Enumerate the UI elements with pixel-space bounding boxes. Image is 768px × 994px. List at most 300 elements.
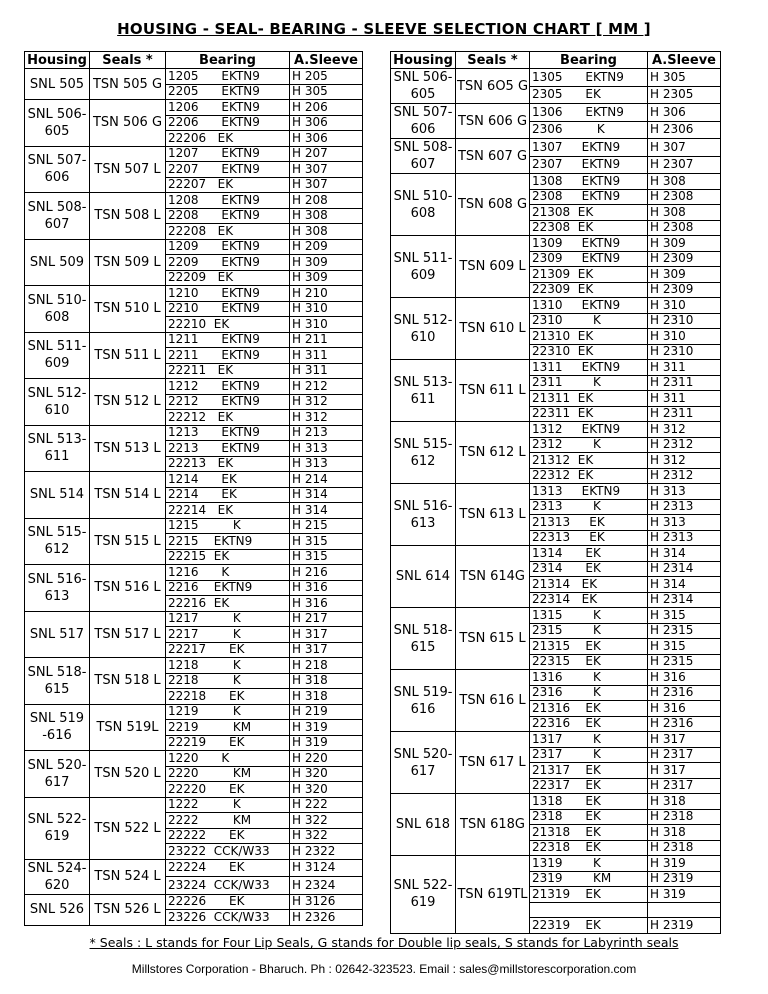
seal-cell: TSN 619TL: [456, 856, 530, 934]
sleeve-cell: H 308: [290, 224, 363, 240]
bearing-cell: 22209 EK: [166, 270, 290, 286]
bearing-cell: 1317 K: [530, 732, 648, 748]
bearing-cell: 2218 K: [166, 673, 290, 689]
table-row: [25, 239, 363, 255]
sleeve-cell: H 320: [290, 766, 363, 782]
bearing-cell: 22313 EK: [530, 530, 648, 546]
bearing-cell: 2214 EK: [166, 487, 290, 503]
sleeve-cell: H 215: [290, 518, 363, 534]
seal-cell: TSN 515 L: [90, 518, 166, 565]
seal-cell: TSN 608 G: [456, 174, 530, 236]
housing-cell: SNL 510-608: [391, 174, 456, 236]
sleeve-cell: H 3126: [290, 894, 363, 910]
housing-cell: SNL 514: [25, 472, 90, 519]
housing-cell: SNL 516-613: [391, 484, 456, 546]
bearing-cell: 1219 K: [166, 704, 290, 720]
bearing-cell: 1213 EKTN9: [166, 425, 290, 441]
housing-cell: SNL 511-609: [25, 332, 90, 379]
bearing-cell: 2319 KM: [530, 871, 648, 887]
seal-cell: TSN 517 L: [90, 611, 166, 658]
table-row: [391, 732, 721, 748]
bearing-cell: 2209 EKTN9: [166, 255, 290, 271]
housing-cell: SNL 519 -616: [25, 704, 90, 751]
housing-cell: SNL 507-606: [391, 104, 456, 139]
sleeve-cell: H 314: [290, 487, 363, 503]
housing-cell: SNL 505: [25, 69, 90, 100]
seal-cell: TSN 610 L: [456, 298, 530, 360]
table-row: [391, 360, 721, 376]
header-row: [391, 52, 721, 69]
bearing-cell: 2312 K: [530, 437, 648, 453]
sleeve-cell: H 315: [290, 549, 363, 565]
table-row: [25, 425, 363, 441]
header-seals: Seals *: [456, 52, 530, 69]
sleeve-cell: H 317: [648, 763, 721, 779]
sleeve-cell: H 311: [648, 360, 721, 376]
sleeve-cell: H 216: [290, 565, 363, 581]
sleeve-cell: H 219: [290, 704, 363, 720]
bearing-cell: 1211 EKTN9: [166, 332, 290, 348]
header-seals: Seals *: [90, 52, 166, 69]
table-row: [391, 546, 721, 562]
sleeve-cell: H 311: [290, 348, 363, 364]
table-row: [391, 104, 721, 122]
bearing-cell: 22219 EK: [166, 735, 290, 751]
bearing-cell: 2216 EKTN9: [166, 580, 290, 596]
bearing-cell: 22319 EK: [530, 918, 648, 934]
sleeve-cell: H 312: [290, 394, 363, 410]
bearing-cell: 1319 K: [530, 856, 648, 872]
sleeve-cell: H 313: [290, 441, 363, 457]
table-row: [25, 704, 363, 720]
bearing-cell: 1212 EKTN9: [166, 379, 290, 395]
sleeve-cell: H 2326: [290, 910, 363, 926]
sleeve-cell: [648, 902, 721, 918]
sleeve-cell: H 205: [290, 69, 363, 85]
bearing-cell: 1314 EK: [530, 546, 648, 562]
seal-cell: TSN 607 G: [456, 139, 530, 174]
bearing-cell: 2210 EKTN9: [166, 301, 290, 317]
sleeve-cell: H 2317: [648, 747, 721, 763]
bearing-cell: 21316 EK: [530, 701, 648, 717]
table-row: [25, 658, 363, 674]
bearing-cell: 22310 EK: [530, 344, 648, 360]
bearing-cell: 22315 EK: [530, 654, 648, 670]
bearing-cell: 23222 CCK/W33: [166, 844, 290, 860]
bearing-cell: 22211 EK: [166, 363, 290, 379]
bearing-cell: 22206 EK: [166, 131, 290, 147]
bearing-cell: 1315 K: [530, 608, 648, 624]
sleeve-cell: H 310: [290, 317, 363, 333]
sleeve-cell: H 2305: [648, 86, 721, 104]
sleeve-cell: H 2322: [290, 844, 363, 860]
bearing-cell: 22314 EK: [530, 592, 648, 608]
bearing-cell: 22224 EK: [166, 859, 290, 877]
housing-cell: SNL 508-607: [391, 139, 456, 174]
table-row: [391, 139, 721, 157]
bearing-cell: 21317 EK: [530, 763, 648, 779]
sleeve-cell: H 314: [290, 503, 363, 519]
seal-cell: TSN 522 L: [90, 797, 166, 859]
bearing-cell: 22216 EK: [166, 596, 290, 612]
bearing-cell: 1309 EKTN9: [530, 236, 648, 252]
bearing-cell: 1215 K: [166, 518, 290, 534]
table-row: [391, 670, 721, 686]
bearing-cell: 2307 EKTN9: [530, 156, 648, 174]
seal-cell: TSN 511 L: [90, 332, 166, 379]
housing-cell: SNL 618: [391, 794, 456, 856]
bearing-cell: 21314 EK: [530, 577, 648, 593]
sleeve-cell: H 2313: [648, 530, 721, 546]
sleeve-cell: H 309: [648, 236, 721, 252]
sleeve-cell: H 2312: [648, 437, 721, 453]
sleeve-cell: H 2314: [648, 561, 721, 577]
sleeve-cell: H 2309: [648, 251, 721, 267]
seal-cell: TSN 520 L: [90, 751, 166, 798]
sleeve-cell: H 2308: [648, 220, 721, 236]
sleeve-cell: H 3124: [290, 859, 363, 877]
bearing-cell: 2318 EK: [530, 809, 648, 825]
bearing-cell: 1210 EKTN9: [166, 286, 290, 302]
bearing-cell: 1312 EKTN9: [530, 422, 648, 438]
header-row: [25, 52, 363, 69]
seal-cell: TSN 506 G: [90, 100, 166, 147]
housing-cell: SNL 515-612: [391, 422, 456, 484]
seal-cell: TSN 505 G: [90, 69, 166, 100]
table-row: [25, 332, 363, 348]
sleeve-cell: H 2307: [648, 156, 721, 174]
seal-cell: TSN 606 G: [456, 104, 530, 139]
sleeve-cell: H 314: [648, 577, 721, 593]
bearing-cell: 21315 EK: [530, 639, 648, 655]
bearing-cell: 23226 CCK/W33: [166, 910, 290, 926]
sleeve-cell: H 209: [290, 239, 363, 255]
table-row: [25, 69, 363, 85]
sleeve-cell: H 2315: [648, 623, 721, 639]
sleeve-cell: H 318: [648, 825, 721, 841]
bearing-cell: 1214 EK: [166, 472, 290, 488]
table-row: [391, 794, 721, 810]
bearing-cell: 22318 EK: [530, 840, 648, 856]
bearing-cell: 2205 EKTN9: [166, 84, 290, 100]
bearing-cell: 21313 EK: [530, 515, 648, 531]
sleeve-cell: H 319: [648, 887, 721, 903]
table-row: [391, 856, 721, 872]
table-row: [25, 894, 363, 910]
sleeve-cell: H 311: [290, 363, 363, 379]
bearing-cell: 1310 EKTN9: [530, 298, 648, 314]
bearing-cell: 1206 EKTN9: [166, 100, 290, 116]
page-title: HOUSING - SEAL- BEARING - SLEEVE SELECTION CHART [ MM ]: [117, 20, 651, 38]
table-row: [25, 100, 363, 116]
sleeve-cell: H 307: [290, 177, 363, 193]
sleeve-cell: H 2313: [648, 499, 721, 515]
bearing-cell: 1318 EK: [530, 794, 648, 810]
bearing-cell: 1316 K: [530, 670, 648, 686]
bearing-cell: 21309 EK: [530, 267, 648, 283]
bearing-cell: 2315 K: [530, 623, 648, 639]
sleeve-cell: H 207: [290, 146, 363, 162]
sleeve-cell: H 2311: [648, 375, 721, 391]
footer-contact: Millstores Corporation - Bharuch. Ph : 02642-323523. Email : sales@millstorescorporation.com: [131, 962, 637, 976]
sleeve-cell: H 318: [290, 689, 363, 705]
housing-cell: SNL 518-615: [391, 608, 456, 670]
sleeve-cell: H 212: [290, 379, 363, 395]
bearing-cell: 2310 K: [530, 313, 648, 329]
bearing-cell: 22308 EK: [530, 220, 648, 236]
table-row: [391, 69, 721, 87]
seal-cell: TSN 508 L: [90, 193, 166, 240]
header-bearing: Bearing: [530, 52, 648, 69]
header-bearing: Bearing: [166, 52, 290, 69]
sleeve-cell: H 210: [290, 286, 363, 302]
table-row: [391, 236, 721, 252]
sleeve-cell: H 315: [648, 639, 721, 655]
bearing-cell: 2215 EKTN9: [166, 534, 290, 550]
housing-cell: SNL 506-605: [25, 100, 90, 147]
sleeve-cell: H 213: [290, 425, 363, 441]
bearing-cell: 1222 K: [166, 797, 290, 813]
bearing-cell: 22215 EK: [166, 549, 290, 565]
sleeve-cell: H 308: [290, 208, 363, 224]
bearing-cell: 21310 EK: [530, 329, 648, 345]
bearing-cell: 2305 EK: [530, 86, 648, 104]
bearing-cell: 22226 EK: [166, 894, 290, 910]
bearing-cell: 2309 EKTN9: [530, 251, 648, 267]
seals-note: * Seals : L stands for Four Lip Seals, G stands for Double lip seals, S stands for Labyrinth seals: [89, 935, 679, 950]
sleeve-cell: H 322: [290, 813, 363, 829]
bearing-cell: 1308 EKTN9: [530, 174, 648, 190]
housing-cell: SNL 522-619: [25, 797, 90, 859]
bearing-cell: 22212 EK: [166, 410, 290, 426]
bearing-cell: 21312 EK: [530, 453, 648, 469]
sleeve-cell: H 2316: [648, 685, 721, 701]
table-row: [391, 422, 721, 438]
bearing-cell: 21318 EK: [530, 825, 648, 841]
sleeve-cell: H 319: [648, 856, 721, 872]
seal-cell: TSN 510 L: [90, 286, 166, 333]
bearing-cell: 22222 EK: [166, 828, 290, 844]
sleeve-cell: H 317: [290, 642, 363, 658]
sleeve-cell: H 2310: [648, 344, 721, 360]
bearing-cell: 2207 EKTN9: [166, 162, 290, 178]
housing-cell: SNL 506-605: [391, 69, 456, 104]
table-row: [25, 859, 363, 877]
sleeve-cell: H 316: [290, 596, 363, 612]
bearing-cell: 22210 EK: [166, 317, 290, 333]
sleeve-cell: H 315: [648, 608, 721, 624]
sleeve-cell: H 310: [648, 329, 721, 345]
sleeve-cell: H 315: [290, 534, 363, 550]
housing-cell: SNL 614: [391, 546, 456, 608]
housing-cell: SNL 508-607: [25, 193, 90, 240]
sleeve-cell: H 318: [648, 794, 721, 810]
bearing-cell: 1307 EKTN9: [530, 139, 648, 157]
housing-cell: SNL 509: [25, 239, 90, 286]
sleeve-cell: H 320: [290, 782, 363, 798]
housing-cell: SNL 524-620: [25, 859, 90, 894]
sleeve-cell: H 305: [648, 69, 721, 87]
bearing-cell: 1311 EKTN9: [530, 360, 648, 376]
table-row: [25, 193, 363, 209]
sleeve-cell: H 218: [290, 658, 363, 674]
housing-cell: SNL 522-619: [391, 856, 456, 934]
sleeve-cell: H 2318: [648, 809, 721, 825]
sleeve-cell: H 307: [648, 139, 721, 157]
sleeve-cell: H 306: [290, 131, 363, 147]
sleeve-cell: H 305: [290, 84, 363, 100]
sleeve-cell: H 206: [290, 100, 363, 116]
bearing-cell: 2222 KM: [166, 813, 290, 829]
sleeve-cell: H 2306: [648, 121, 721, 139]
sleeve-cell: H 311: [648, 391, 721, 407]
sleeve-cell: H 309: [290, 270, 363, 286]
seal-cell: TSN 524 L: [90, 859, 166, 894]
table-row: [25, 379, 363, 395]
sleeve-cell: H 316: [648, 670, 721, 686]
seal-cell: TSN 518 L: [90, 658, 166, 705]
seal-cell: TSN 514 L: [90, 472, 166, 519]
sleeve-cell: H 313: [648, 484, 721, 500]
seal-cell: TSN 616 L: [456, 670, 530, 732]
sleeve-cell: H 319: [290, 735, 363, 751]
sleeve-cell: H 2308: [648, 189, 721, 205]
housing-cell: SNL 515-612: [25, 518, 90, 565]
sleeve-cell: H 2319: [648, 871, 721, 887]
housing-cell: SNL 526: [25, 894, 90, 925]
bearing-cell: 1205 EKTN9: [166, 69, 290, 85]
bearing-cell: 1217 K: [166, 611, 290, 627]
sleeve-cell: H 222: [290, 797, 363, 813]
bearing-cell: 2316 K: [530, 685, 648, 701]
sleeve-cell: H 2314: [648, 592, 721, 608]
header-sleeve: A.Sleeve: [648, 52, 721, 69]
table-row: [25, 146, 363, 162]
bearing-cell: 21319 EK: [530, 887, 648, 903]
seal-cell: TSN 613 L: [456, 484, 530, 546]
sleeve-cell: H 306: [290, 115, 363, 131]
sleeve-cell: H 317: [290, 627, 363, 643]
housing-cell: SNL 511-609: [391, 236, 456, 298]
bearing-cell: 2211 EKTN9: [166, 348, 290, 364]
seal-cell: TSN 617 L: [456, 732, 530, 794]
seal-cell: TSN 618G: [456, 794, 530, 856]
bearing-cell: 1207 EKTN9: [166, 146, 290, 162]
housing-cell: SNL 512-610: [391, 298, 456, 360]
table-row: [391, 174, 721, 190]
bearing-cell: 1313 EKTN9: [530, 484, 648, 500]
bearing-cell: 1220 K: [166, 751, 290, 767]
bearing-cell: 21311 EK: [530, 391, 648, 407]
bearing-cell: [530, 902, 648, 918]
sleeve-cell: H 312: [648, 453, 721, 469]
sleeve-cell: H 313: [290, 456, 363, 472]
bearing-cell: 22214 EK: [166, 503, 290, 519]
header-housing: Housing: [391, 52, 456, 69]
sleeve-cell: H 208: [290, 193, 363, 209]
bearing-cell: 2208 EKTN9: [166, 208, 290, 224]
housing-cell: SNL 513-611: [25, 425, 90, 472]
sleeve-cell: H 312: [648, 422, 721, 438]
sleeve-cell: H 318: [290, 673, 363, 689]
housing-cell: SNL 518-615: [25, 658, 90, 705]
seal-cell: TSN 526 L: [90, 894, 166, 925]
seal-cell: TSN 609 L: [456, 236, 530, 298]
bearing-cell: 21308 EK: [530, 205, 648, 221]
bearing-cell: 2212 EKTN9: [166, 394, 290, 410]
bearing-cell: 22213 EK: [166, 456, 290, 472]
header-sleeve: A.Sleeve: [290, 52, 363, 69]
sleeve-cell: H 314: [648, 546, 721, 562]
bearing-cell: 1216 K: [166, 565, 290, 581]
sleeve-cell: H 322: [290, 828, 363, 844]
sleeve-cell: H 2312: [648, 468, 721, 484]
sleeve-cell: H 317: [648, 732, 721, 748]
bearing-cell: 2213 EKTN9: [166, 441, 290, 457]
bearing-cell: 2219 KM: [166, 720, 290, 736]
bearing-cell: 2314 EK: [530, 561, 648, 577]
seal-cell: TSN 516 L: [90, 565, 166, 612]
sleeve-cell: H 2324: [290, 877, 363, 895]
sleeve-cell: H 316: [648, 701, 721, 717]
housing-cell: SNL 517: [25, 611, 90, 658]
bearing-cell: 22309 EK: [530, 282, 648, 298]
bearing-cell: 1209 EKTN9: [166, 239, 290, 255]
sleeve-cell: H 211: [290, 332, 363, 348]
bearing-cell: 2217 K: [166, 627, 290, 643]
housing-cell: SNL 520-617: [391, 732, 456, 794]
sleeve-cell: H 312: [290, 410, 363, 426]
bearing-cell: 22312 EK: [530, 468, 648, 484]
table-row: [391, 484, 721, 500]
sleeve-cell: H 310: [290, 301, 363, 317]
bearing-cell: 22317 EK: [530, 778, 648, 794]
table-row: [25, 751, 363, 767]
housing-cell: SNL 513-611: [391, 360, 456, 422]
seal-cell: TSN 513 L: [90, 425, 166, 472]
sleeve-cell: H 306: [648, 104, 721, 122]
seal-cell: TSN 507 L: [90, 146, 166, 193]
seal-cell: TSN 509 L: [90, 239, 166, 286]
sleeve-cell: H 316: [290, 580, 363, 596]
sleeve-cell: H 309: [648, 267, 721, 283]
bearing-cell: 22207 EK: [166, 177, 290, 193]
bearing-cell: 2306 K: [530, 121, 648, 139]
sleeve-cell: H 310: [648, 298, 721, 314]
bearing-cell: 2317 K: [530, 747, 648, 763]
housing-cell: SNL 512-610: [25, 379, 90, 426]
sleeve-cell: H 2309: [648, 282, 721, 298]
table-row: [25, 611, 363, 627]
bearing-cell: 2308 EKTN9: [530, 189, 648, 205]
sleeve-cell: H 220: [290, 751, 363, 767]
table-row: [25, 472, 363, 488]
seal-cell: TSN 6O5 G: [456, 69, 530, 104]
bearing-cell: 22220 EK: [166, 782, 290, 798]
bearing-cell: 22311 EK: [530, 406, 648, 422]
sleeve-cell: H 307: [290, 162, 363, 178]
sleeve-cell: H 308: [648, 174, 721, 190]
sleeve-cell: H 2315: [648, 654, 721, 670]
bearing-cell: 1305 EKTN9: [530, 69, 648, 87]
sleeve-cell: H 2311: [648, 406, 721, 422]
table-row: [391, 298, 721, 314]
bearing-cell: 2313 K: [530, 499, 648, 515]
left-selection-table: [24, 51, 363, 926]
seal-cell: TSN 519L: [90, 704, 166, 751]
sleeve-cell: H 2318: [648, 840, 721, 856]
table-row: [25, 565, 363, 581]
